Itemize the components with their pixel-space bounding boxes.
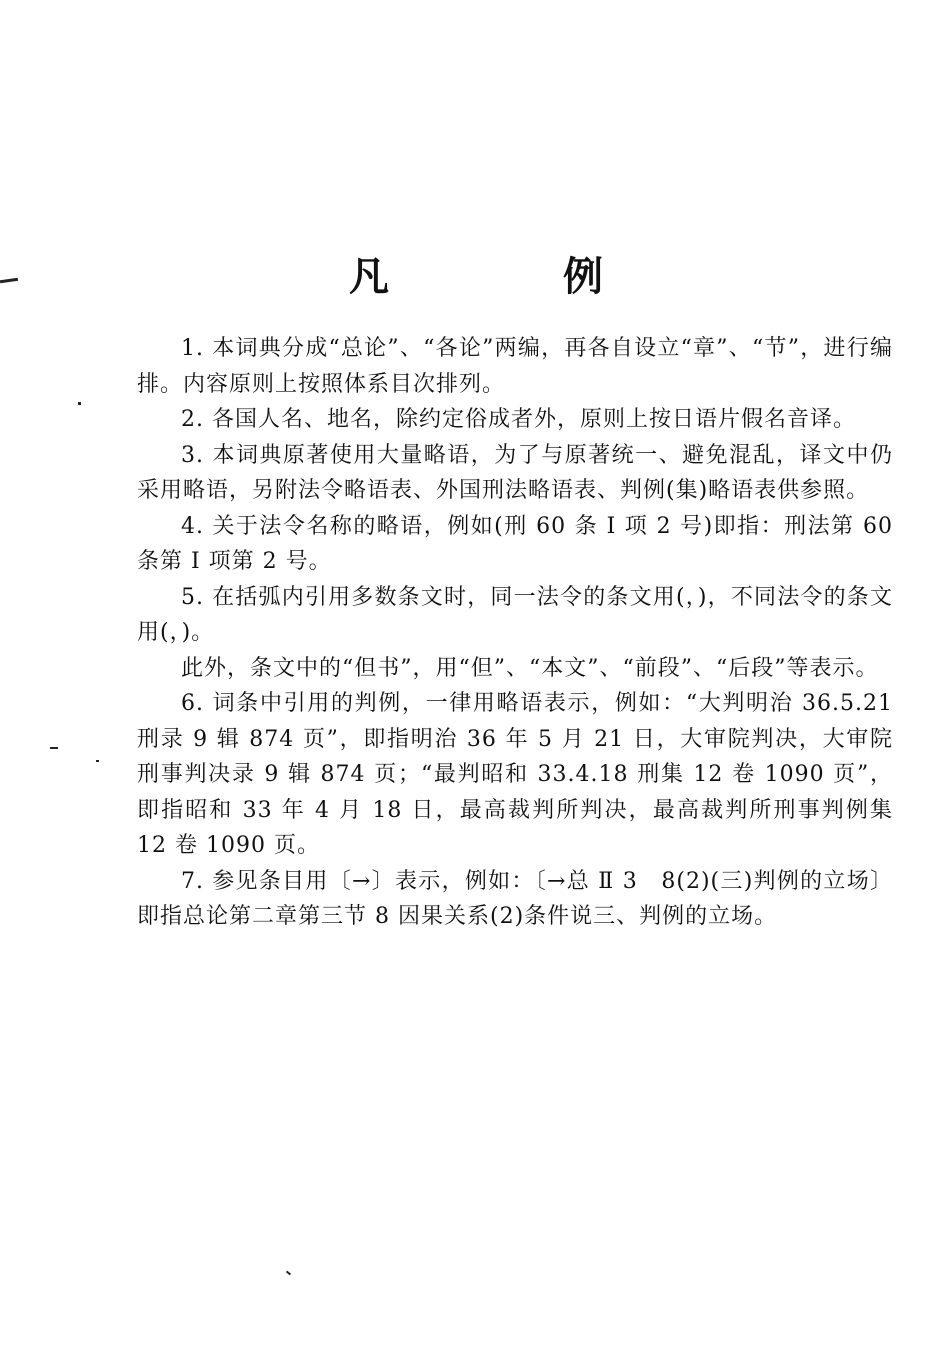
note-paragraph-1: 1. 本词典分成“总论”、“各论”两编，再各自设立“章”、“节”，进行编排。内容原则上按照体系目次排列。 bbox=[137, 336, 893, 397]
note-paragraph-6: 6. 词条中引用的判例，一律用略语表示，例如：“大判明治 36.5.21 刑录 9 辑 874 页”，即指明治 36 年 5 月 21 日，大审院判决，大审院刑事判决录 9 辑 874 页；“最判昭和 33.4.18 刑集 12 卷 1090 页”，即指昭和 33 年 4 月 18 日，最高裁判所判决，最高裁判所刑事判例集 12 卷 1090 页。 bbox=[137, 691, 893, 858]
note-paragraph-7: 7. 参见条目用〔→〕表示，例如：〔→总 Ⅱ 3 8(2)(三)判例的立场〕即指总论第二章第三节 8 因果关系(2)条件说三、判例的立场。 bbox=[137, 868, 893, 929]
note-paragraph-4: 4. 关于法令名称的略语，例如(刑 60 条 I 项 2 号)即指：刑法第 60 条第 I 项第 2 号。 bbox=[137, 513, 893, 574]
note-paragraph-2: 2. 各国人名、地名，除约定俗成者外，原则上按日语片假名音译。 bbox=[181, 407, 856, 432]
page-title: 凡 例 bbox=[349, 254, 683, 300]
scan-mark bbox=[96, 760, 99, 762]
note-paragraph-5: 5. 在括弧内引用多数条文时，同一法令的条文用(，)，不同法令的条文用(，)。 bbox=[137, 584, 893, 645]
explanatory-notes bbox=[137, 331, 893, 935]
scan-mark bbox=[286, 1271, 291, 1276]
scan-mark bbox=[50, 747, 58, 749]
scan-mark bbox=[78, 402, 81, 405]
note-paragraph-3: 3. 本词典原著使用大量略语，为了与原著统一、避免混乱，译文中仍采用略语，另附法令略语表、外国刑法略语表、判例(集)略语表供参照。 bbox=[137, 442, 893, 503]
note-paragraph-5-supplement: 此外，条文中的“但书”，用“但”、“本文”、“前段”、“后段”等表示。 bbox=[181, 655, 879, 681]
